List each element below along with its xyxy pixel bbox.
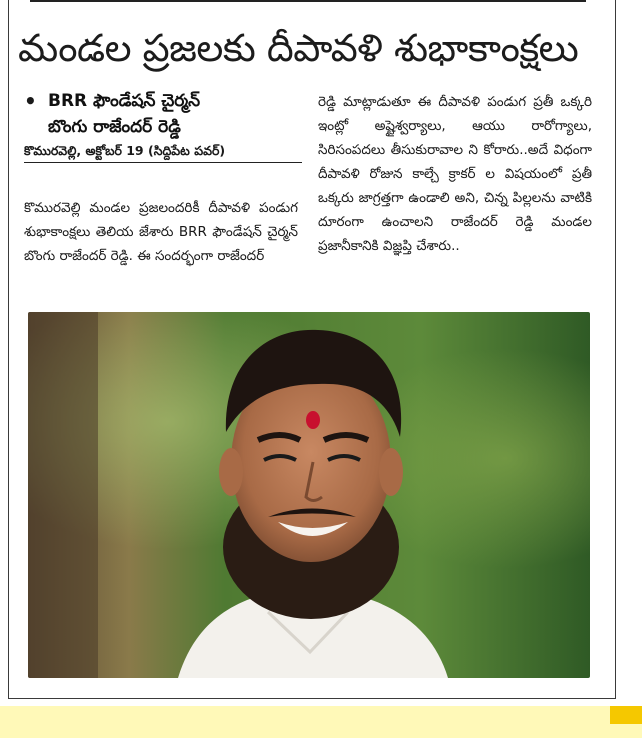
bottom-band [0,706,642,738]
bullet-point: • [24,89,37,113]
subheadline-block [24,88,302,163]
article-headline: మండల ప్రజలకు దీపావళి శుభాకాంక్షలు [18,26,579,70]
subheadline-row [24,88,302,140]
top-rule [30,0,586,2]
subheadline-line-1: BRR ఫౌండేషన్ చైర్మన్ [48,91,201,111]
subheadline [48,88,200,140]
bottom-tab [610,706,642,724]
portrait-photo [28,312,590,678]
subheadline-line-2: బొంగు రాజేందర్ రెడ్డి [48,117,181,137]
paragraph-left: కొమురవెల్లి మండల ప్రజలందరికీ దీపావళి పండుగ శుభాకాంక్షలు తెలియ జేశారు BRR ఫౌండేషన్ చైర్మన్ బొంగు రాజేందర్ రెడ్డి. ఈ సందర్భంగా రాజేందర్ [24,200,298,264]
paragraph-right: రెడ్డి మాట్లాడుతూ ఈ దీపావళి పండుగ ప్రతీ ఒక్కరి ఇంట్లో అష్టైశ్వర్యాలు, ఆయు రారోగ్యాలు, సిరిసంపదలు తీసుకురావాల ని కోరారు..అదే విధంగా దీపావళి రోజున కాల్చే క్రాకర్ ల విషయంలో ప్రతీ ఒక్కరు జాగ్రత్తగా ఉండాలి అని, చిన్న పిల్లలను వాటికి దూరంగా ఉంచాలని రాజేందర్ రెడ్డి మండల ప్రజానీకానికి విజ్ఞప్తి చేశారు.. [318,94,592,254]
dateline: కొమురవెల్లి, అక్టోబర్ 19 (సిద్దిపేట పవర్) [24,142,302,163]
